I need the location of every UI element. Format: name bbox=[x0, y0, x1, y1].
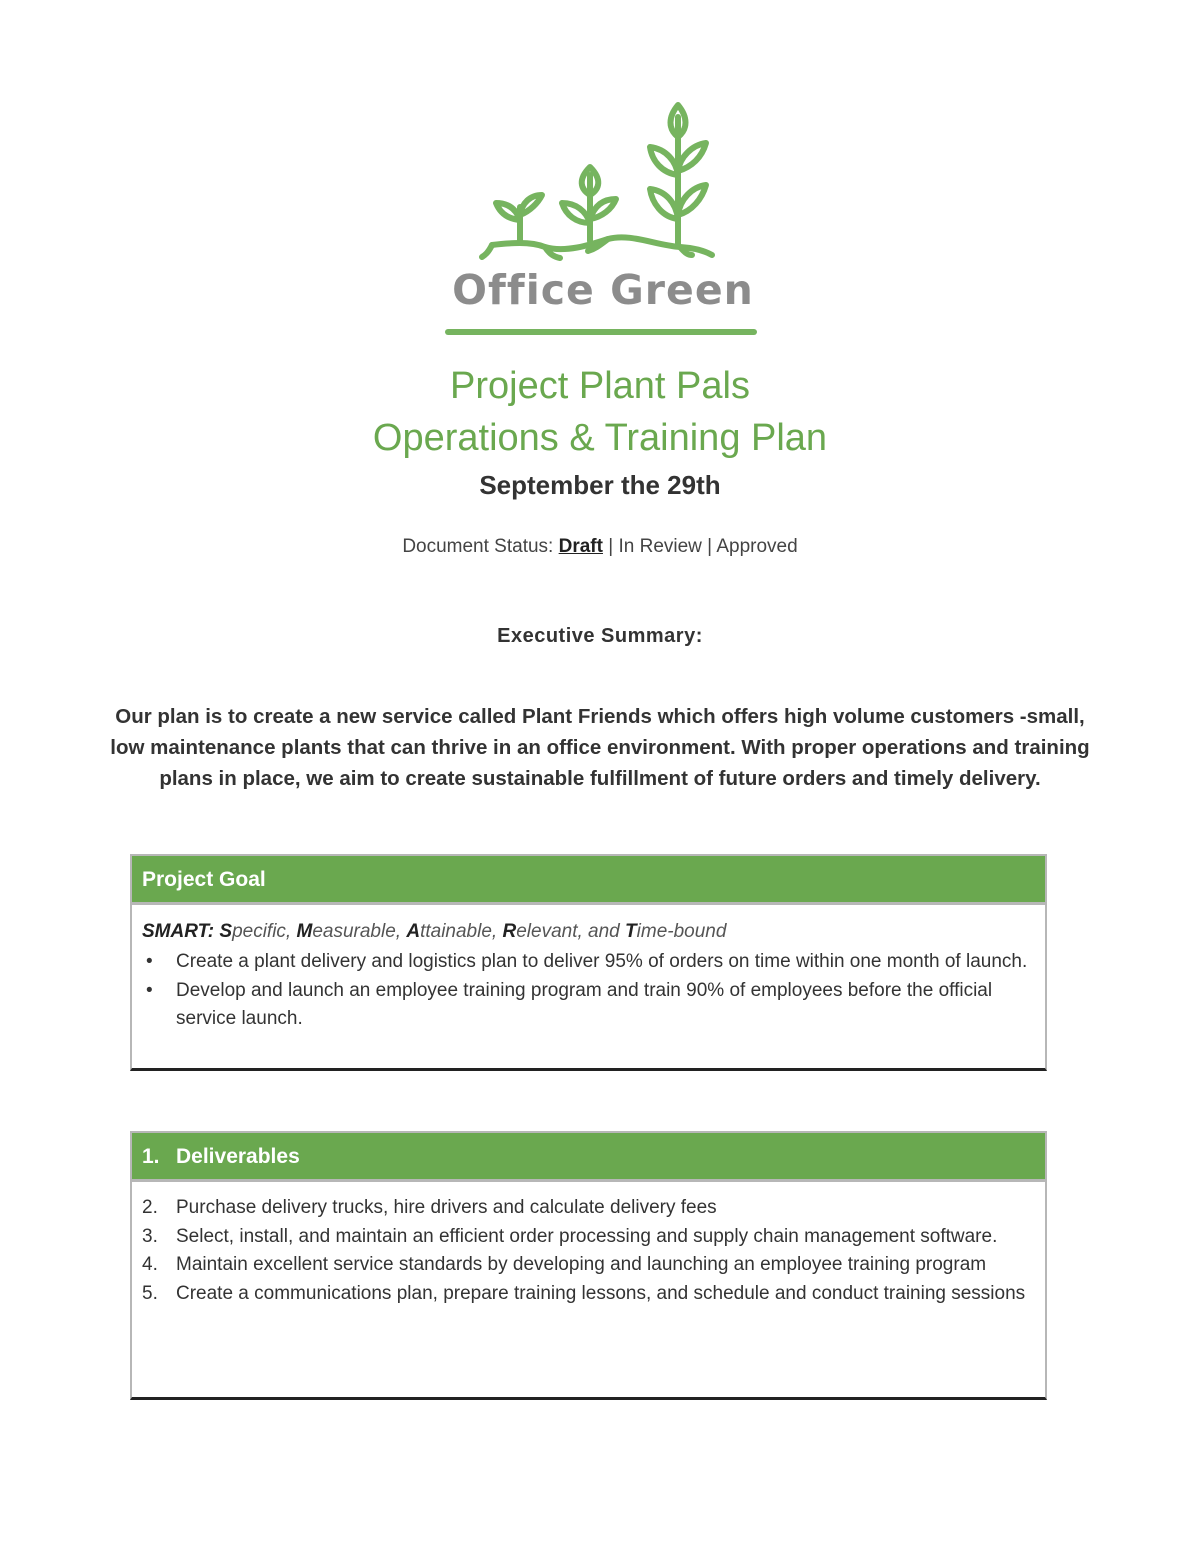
sprouting-plants-icon bbox=[430, 95, 770, 265]
deliverable-number: 3. bbox=[142, 1225, 158, 1247]
deliverables-heading-number: 1. bbox=[142, 1145, 160, 1168]
deliverable-text: Maintain excellent service standards by developing and launching an employee training program bbox=[176, 1254, 987, 1275]
goal-list bbox=[142, 948, 1035, 1034]
project-goal-heading: Project Goal bbox=[132, 856, 1045, 905]
deliverable-item bbox=[142, 1280, 1035, 1309]
document-date: September the 29th bbox=[479, 470, 721, 500]
goal-item: • Create a plant delivery and logistics plan to deliver 95% of orders on time within one month of launch. bbox=[142, 948, 1035, 977]
deliverable-text: Purchase delivery trucks, hire drivers and calculate delivery fees bbox=[176, 1197, 717, 1218]
project-title: Project Plant Pals bbox=[450, 365, 750, 407]
deliverable-text: Create a communications plan, prepare training lessons, and schedule and conduct training sessions bbox=[176, 1282, 1026, 1304]
document-status bbox=[0, 536, 1200, 558]
deliverables-box bbox=[130, 1131, 1047, 1400]
deliverables-heading bbox=[132, 1133, 1045, 1182]
smart-criteria: SMART: Specific, Measurable, Attainable, Relevant, and Time-bound bbox=[142, 921, 727, 942]
deliverables-heading-label: Deliverables bbox=[176, 1145, 300, 1168]
deliverables-body bbox=[132, 1182, 1045, 1314]
status-option-approved: Approved bbox=[716, 536, 798, 557]
office-green-logo bbox=[430, 95, 770, 345]
plan-subtitle: Operations & Training Plan bbox=[372, 417, 828, 459]
status-label: Document Status: bbox=[402, 536, 554, 557]
project-goal-body bbox=[132, 905, 1045, 1040]
logo-wordmark: Office Green bbox=[452, 266, 754, 314]
executive-summary-heading: Executive Summary: bbox=[497, 625, 703, 647]
deliverable-item bbox=[142, 1251, 1035, 1280]
project-goal-box bbox=[130, 854, 1047, 1071]
logo-underline bbox=[445, 329, 757, 335]
status-separator: | bbox=[608, 536, 614, 557]
deliverable-number: 4. bbox=[142, 1254, 158, 1275]
deliverable-number: 2. bbox=[142, 1197, 158, 1218]
deliverable-item bbox=[142, 1194, 1035, 1223]
deliverable-text: Select, install, and maintain an efficient order processing and supply chain management software. bbox=[176, 1225, 998, 1247]
status-separator: | bbox=[707, 536, 713, 557]
executive-summary-body: Our plan is to create a new service called Plant Friends which offers high volume customers -small, low maintenance plants that can thrive in an office environment. With proper operations and training plans in place, we aim to create sustainable fulfillment of future orders and timely delivery. bbox=[110, 705, 1090, 790]
status-option-in-review: In Review bbox=[618, 536, 702, 557]
deliverables-list bbox=[142, 1194, 1035, 1308]
status-option-draft: Draft bbox=[558, 536, 603, 557]
deliverable-number: 5. bbox=[142, 1282, 158, 1304]
goal-item: • Develop and launch an employee training program and train 90% of employees before the official service launch. bbox=[142, 977, 1035, 1034]
deliverable-item bbox=[142, 1223, 1035, 1252]
